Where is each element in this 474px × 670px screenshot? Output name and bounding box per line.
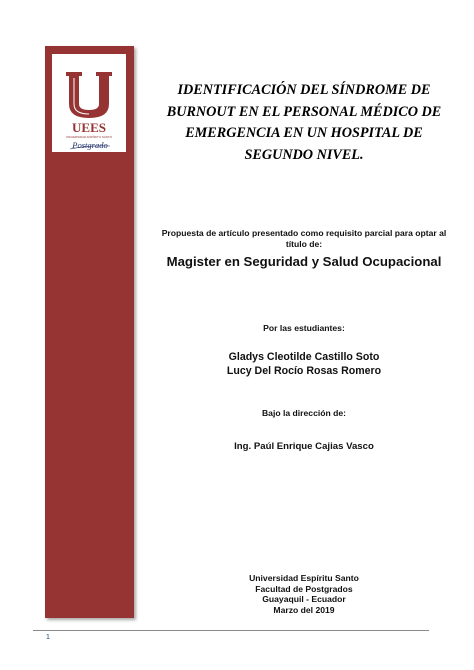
student-names (134, 351, 474, 378)
maroon-sidebar (45, 46, 134, 618)
svg-text:Postgrado: Postgrado (72, 140, 108, 150)
title-line: SEGUNDO NIVEL. (244, 146, 364, 163)
footer-divider (33, 630, 429, 631)
document-title (164, 80, 444, 166)
institution-line: Guayaquil - Ecuador (262, 594, 346, 605)
cover-content (134, 0, 474, 670)
student-name: Lucy Del Rocío Rosas Romero (226, 364, 382, 377)
student-name: Gladys Cleotilde Castillo Soto (228, 351, 380, 363)
institution-line: Universidad Espíritu Santo (249, 573, 359, 583)
uees-logo (52, 54, 126, 152)
proposal-text (134, 228, 474, 249)
institution-block (134, 573, 474, 615)
institution-line: Marzo del 2019 (273, 604, 335, 615)
title-line: EMERGENCIA EN UN HOSPITAL DE (185, 125, 423, 141)
institution-line: Facultad de Postgrados (255, 583, 353, 594)
svg-text:UNIVERSIDAD ESPÍRITU SANTO: UNIVERSIDAD ESPÍRITU SANTO (65, 135, 113, 139)
proposal-line: título de: (285, 238, 323, 249)
page-number: 1 (46, 634, 50, 641)
proposal-line: Propuesta de artículo presentado como requisito parcial para optar al (161, 228, 447, 238)
students-label: Por las estudiantes: (263, 323, 345, 333)
svg-text:UEES: UEES (72, 120, 106, 135)
direction-label: Bajo la dirección de: (261, 408, 347, 418)
degree-name: Magister en Seguridad y Salud Ocupacional (166, 254, 442, 269)
title-line: BURNOUT EN EL PERSONAL MÉDICO DE (166, 103, 442, 120)
director-name: Ing. Paúl Enrique Cajias Vasco (234, 441, 374, 452)
uees-logo-graphic (52, 54, 126, 152)
title-line: IDENTIFICACIÓN DEL SÍNDROME DE (177, 82, 431, 98)
